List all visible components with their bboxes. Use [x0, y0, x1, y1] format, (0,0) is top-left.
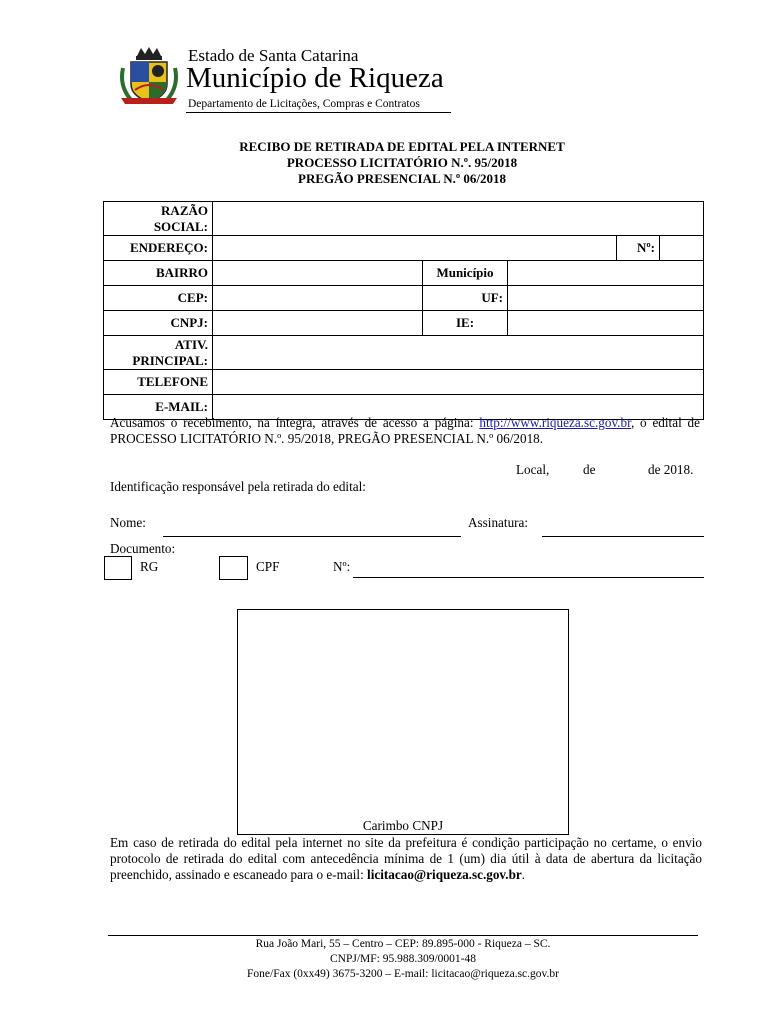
- stamp-label: Carimbo CNPJ: [362, 818, 444, 833]
- receipt-paragraph: [110, 415, 700, 447]
- footer-address: Rua João Mari, 55 – Centro – CEP: 89.895-000 - Riqueza – SC.: [255, 938, 551, 950]
- assinatura-label: Assinatura:: [468, 515, 529, 530]
- telefone-field[interactable]: [213, 370, 704, 395]
- numero-field[interactable]: [660, 236, 704, 261]
- ie-field[interactable]: [508, 311, 704, 336]
- header-department: Departamento de Licitações, Compras e Contratos: [188, 98, 420, 110]
- footer-contact: Fone/Fax (0xx49) 3675-3200 – E-mail: licitacao@riqueza.sc.gov.br: [247, 968, 559, 980]
- local-label: Local,: [516, 462, 550, 477]
- document-number-label: Nº:: [333, 559, 351, 574]
- identification-label: Identificação responsável pela retirada do edital:: [110, 479, 366, 494]
- notice-text: Em caso de retirada do edital pela internet no site da prefeitura é condição participação no certame, o envio protocolo de retirada do edital com antecedência mínima de 1 (um) dia útil à data de abertura da licitação preenchido, assinado e escaneado para o e-mail:: [110, 835, 702, 882]
- footer-divider: [108, 935, 698, 936]
- ativ-principal-label: ATIV. PRINCIPAL:: [104, 336, 213, 370]
- bairro-label: BAIRRO: [104, 261, 213, 286]
- cnpj-field[interactable]: [213, 311, 423, 336]
- municipio-field[interactable]: [508, 261, 704, 286]
- assinatura-input-line[interactable]: [542, 536, 704, 537]
- rg-label: RG: [140, 559, 159, 574]
- numero-label: Nº:: [617, 236, 660, 261]
- company-data-table: [103, 201, 704, 420]
- header-state: Estado de Santa Catarina: [188, 46, 359, 65]
- razao-social-label: RAZÃO SOCIAL:: [104, 202, 213, 236]
- cep-label: CEP:: [104, 286, 213, 311]
- document-number-input-line[interactable]: [353, 577, 704, 578]
- endereco-field[interactable]: [213, 236, 617, 261]
- header-municipality: Município de Riqueza: [186, 62, 444, 94]
- footer: [108, 937, 698, 982]
- date-year-label: de 2018.: [648, 462, 694, 477]
- municipal-seal-icon: [117, 46, 181, 108]
- notice-end: .: [521, 867, 526, 882]
- receipt-text-after: , o edital de PROCESSO LICITATÓRIO N.º. 95/2018, PREGÃO PRESENCIAL N.º 06/2018.: [110, 415, 701, 446]
- cpf-checkbox[interactable]: [219, 556, 248, 580]
- notice-paragraph: [110, 835, 702, 883]
- telefone-label: TELEFONE: [104, 370, 213, 395]
- ativ-principal-field[interactable]: [213, 336, 704, 370]
- title-line-1: RECIBO DE RETIRADA DE EDITAL PELA INTERNET: [239, 139, 565, 154]
- uf-label: UF:: [423, 286, 508, 311]
- documento-label: Documento:: [110, 541, 176, 556]
- razao-social-field[interactable]: [213, 202, 704, 236]
- nome-label: Nome:: [110, 515, 146, 530]
- municipio-label: Município: [423, 261, 508, 286]
- bairro-field[interactable]: [213, 261, 423, 286]
- rg-checkbox[interactable]: [104, 556, 132, 580]
- notice-email: licitacao@riqueza.sc.gov.br: [367, 867, 522, 882]
- website-link[interactable]: http://www.riqueza.sc.gov.br: [479, 415, 631, 430]
- footer-cnpj: CNPJ/MF: 95.988.309/0001-48: [329, 953, 476, 965]
- receipt-text-before: Acusamos o recebimento, na íntegra, através de acesso a página:: [110, 415, 480, 430]
- email-label: E-MAIL:: [104, 395, 213, 420]
- endereco-label: ENDEREÇO:: [104, 236, 213, 261]
- cnpj-label: CNPJ:: [104, 311, 213, 336]
- uf-field[interactable]: [508, 286, 704, 311]
- cep-field[interactable]: [213, 286, 423, 311]
- title-line-3: PREGÃO PRESENCIAL N.º 06/2018: [298, 171, 506, 186]
- date-de-label: de: [583, 462, 596, 477]
- title-line-2: PROCESSO LICITATÓRIO N.º. 95/2018: [286, 155, 518, 170]
- document-title: [100, 139, 704, 187]
- header-divider: [186, 112, 451, 113]
- cpf-label: CPF: [256, 559, 280, 574]
- stamp-box: [237, 609, 569, 835]
- ie-label: IE:: [423, 311, 508, 336]
- nome-input-line[interactable]: [163, 536, 461, 537]
